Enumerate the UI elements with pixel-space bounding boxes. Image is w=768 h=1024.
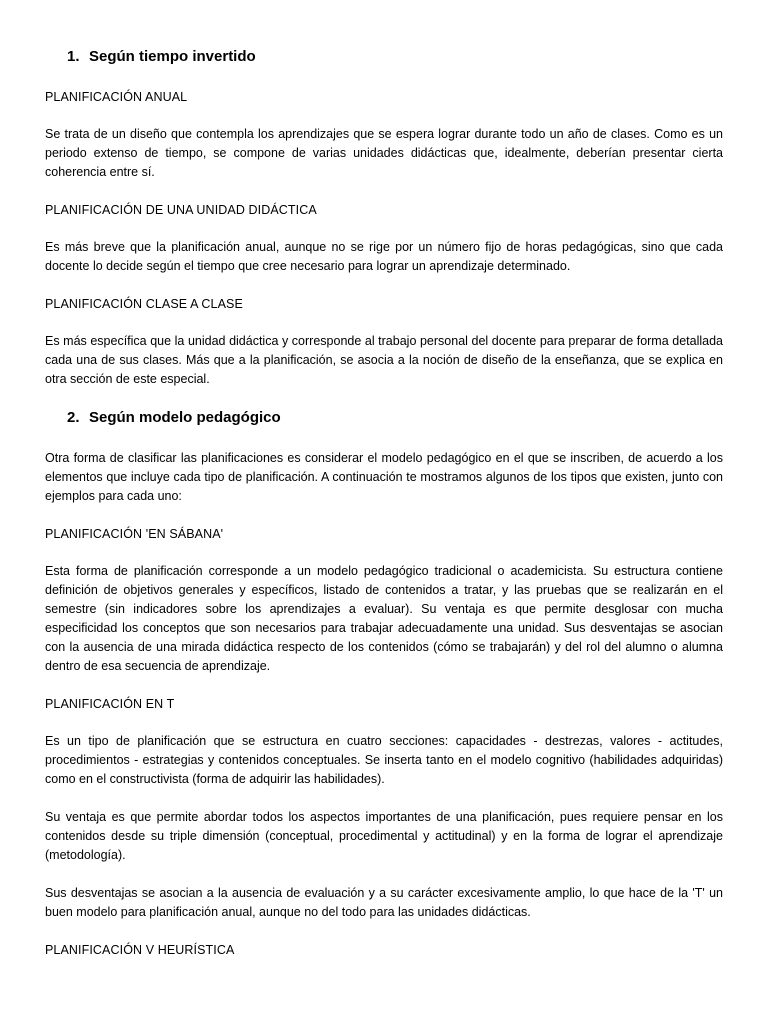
section-number: 2. <box>67 409 80 426</box>
paragraph: Esta forma de planificación corresponde a un modelo pedagógico tradicional o academicista. Su estructura contiene definición de objetivos generales y específicos, listado de contenidos a tratar, y las pruebas que se realizarán en el semestre (sin indicadores sobre los aprendizajes a evaluar). Su ventaja es que permite desglosar con mucha especificidad los conceptos que son necesarios para trabajar adecuadamente una unidad. Sus desventajas se asocian con la ausencia de una mirada didáctica respecto de los contenidos (cómo se trabajarán) y del rol del alumno o alumna dentro de esa secuencia de aprendizaje. <box>45 564 723 673</box>
section-title: Según modelo pedagógico <box>89 409 281 426</box>
section-intro: Otra forma de clasificar las planificaciones es considerar el modelo pedagógico en el que se inscriben, de acuerdo a los elementos que incluye cada tipo de planificación. A continuación te mostramos algunos de los tipos que existen, junto con ejemplos para cada uno: <box>45 451 723 503</box>
subheading: PLANIFICACIÓN CLASE A CLASE <box>45 297 243 311</box>
paragraph: Es más breve que la planificación anual, aunque no se rige por un número fijo de horas pedagógicas, sino que cada docente lo decide según el tiempo que cree necesario para lograr un aprendizaje determinado. <box>45 240 723 273</box>
section-heading <box>45 408 723 428</box>
subheading: PLANIFICACIÓN 'EN SÁBANA' <box>45 527 224 541</box>
section-heading <box>45 47 723 67</box>
subheading: PLANIFICACIÓN EN T <box>45 697 175 711</box>
paragraph: Es un tipo de planificación que se estructura en cuatro secciones: capacidades - destrezas, valores - actitudes, procedimientos - estrategias y contenidos conceptuales. Se inserta tanto en el modelo cognitivo (habilidades adquiridas) como en el constructivista (forma de adquirir las habilidades). <box>45 734 723 786</box>
subheading: PLANIFICACIÓN ANUAL <box>45 90 188 104</box>
subheading: PLANIFICACIÓN DE UNA UNIDAD DIDÁCTICA <box>45 203 317 217</box>
section-number: 1. <box>67 48 80 65</box>
paragraph: Sus desventajas se asocian a la ausencia de evaluación y a su carácter excesivamente amplio, lo que hace de la 'T' un buen modelo para planificación anual, aunque no del todo para las unidades didácticas. <box>45 886 723 919</box>
paragraph: Su ventaja es que permite abordar todos los aspectos importantes de una planificación, pues requiere pensar en los contenidos desde su triple dimensión (conceptual, procedimental y actitudinal) y en la forma de lograr el aprendizaje (metodología). <box>45 810 723 862</box>
paragraph: Es más específica que la unidad didáctica y corresponde al trabajo personal del docente para preparar de forma detallada cada una de sus clases. Más que a la planificación, se asocia a la noción de diseño de la enseñanza, que se explica en otra sección de este especial. <box>45 334 723 386</box>
document-page <box>45 47 723 959</box>
paragraph: Se trata de un diseño que contempla los aprendizajes que se espera lograr durante todo un año de clases. Como es un periodo extenso de tiempo, se compone de varias unidades didácticas que, idealmente, deberían presentar cierta coherencia entre sí. <box>45 127 723 179</box>
subheading: PLANIFICACIÓN V HEURÍSTICA <box>45 943 235 957</box>
section-title: Según tiempo invertido <box>89 48 256 65</box>
